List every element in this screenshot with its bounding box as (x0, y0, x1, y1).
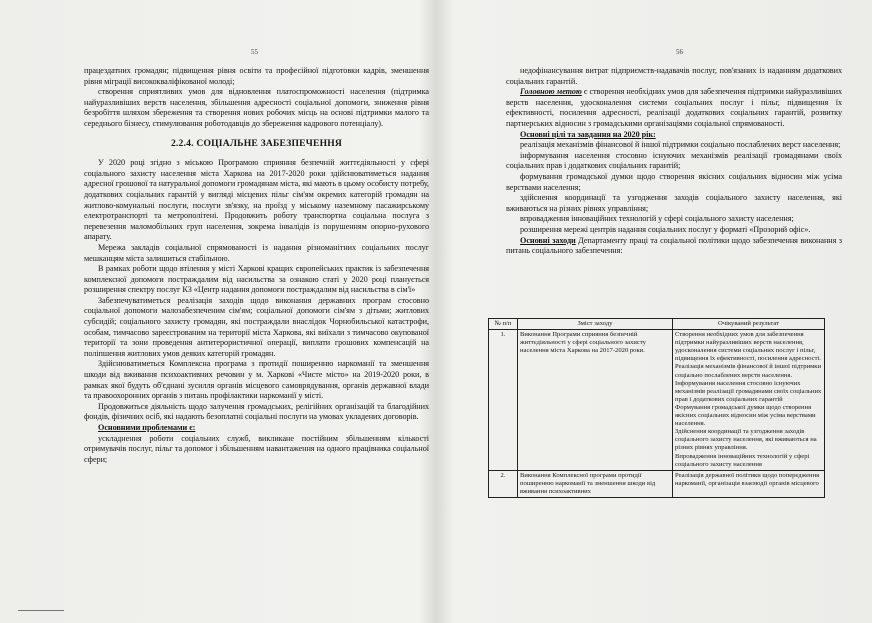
problems-label: Основними проблемами є: (98, 423, 196, 432)
result-item: Здійснення координації та узгодження заходів соціального захисту населення, які вживаються на різних рівнях управління. (675, 428, 817, 452)
paragraph: Продовжиться діяльність щодо залучення громадських, релігійних організацій та благодійних фондів, фізичних осіб, які надають безоплатні соціальні послуги на умовах укладених договорів. (84, 401, 429, 422)
result-item: Створення необхідних умов для забезпечення підтримки найуразливіших верств населення, удосконалення системи соціальних послуг і пільг, підвищення їх ефективності, посилення адресності. (675, 331, 821, 363)
right-page-text (506, 66, 842, 257)
expected-result (673, 330, 825, 471)
measures-label: Основні заходи (520, 235, 576, 245)
column-header: Зміст заходу (518, 319, 673, 330)
result-item: Реалізація механізмів фінансової й іншої підтримки соціально послаблених верств населення. (675, 363, 822, 379)
task-item: інформування населення стосовно існуючих механізмів реалізації громадянами своїх соціальних прав і додаткових соціальних гарантій; (506, 150, 842, 171)
table-row (489, 330, 825, 471)
paragraph: Мережа закладів соціальної спрямованості із надання різноманітних соціальних послуг мешканцям міста залишиться стабільною. (84, 242, 429, 263)
right-page (436, 0, 872, 623)
task-item: впровадження інноваційних технологій у сфері соціального захисту населення; (520, 214, 794, 224)
task-item: формування громадської думки щодо створення якісних соціальних відносин між усіма верствами населення; (506, 171, 842, 192)
paragraph: недофінансування витрат підприємств-надавачів послуг, пов'язаних із наданням додаткових соціальних гарантій. (506, 66, 842, 86)
row-number: 1. (489, 330, 518, 471)
result-item: Інформування населення стосовно існуючих механізмів реалізації громадянами своїх соціальних прав і додаткових соціальних гарантій (675, 379, 822, 403)
task-item: реалізація механізмів фінансової й іншої підтримки соціально послаблених верст населення; (520, 140, 841, 150)
paragraph: Забезпечуватиметься реалізація заходів щодо виконання державних програм стосовно соціальної допомоги малозабезпеченим сім'ям; соціальної допомоги сім'ям з дітьми; житлових субсидій; соціального захисту громадян, які постраждали внаслідок Чорнобильської катастрофи, особам, тимчасово зареєстрованим на території міста Харкова, які виїхали з тимчасово окупованої території та зони проведення антитерористичної операції, виплати грошових компенсацій на поліпшення житлових умов деяких категорій громадян. (84, 295, 429, 358)
goal-label: Головною метою (520, 87, 582, 97)
measure-content: Виконання Комплексної програми протидії поширенню наркоманії та зменшення шкоди від вживання психоактивних (518, 470, 673, 497)
section-heading: 2.2.4. СОЦІАЛЬНЕ ЗАБЕЗПЕЧЕННЯ (170, 137, 343, 149)
row-number: 2. (489, 470, 518, 497)
paragraph: працездатних громадян; підвищення рівня освіти та професійної підготовки кадрів, зменшення рівня міграції висококваліфікованої молоді; (84, 66, 429, 86)
tasks-heading: Основні цілі та завдання на 2020 рік: (520, 129, 656, 139)
left-page-text (84, 66, 429, 465)
result-item: Реалізація державної політики щодо попередження наркоманії, організація взаємодії органів місцевого (675, 471, 820, 487)
goal-text: є створення необхідних умов для забезпечення підтримки найуразливіших верств населення, удосконалення системи соціальних послуг і пільг, підвищення їх ефективності, посилення адресності, реалізації додаткових соціальних гарантій, розвитку партнерських відносин з громадськими організаціями соціальної спрямованості. (506, 87, 842, 128)
measures-table (488, 318, 825, 498)
task-item: здійснення координації та узгодження заходів соціального захисту населення, які вживаються на різних рівнях управління; (506, 193, 842, 213)
page-number: 56 (676, 48, 683, 56)
measure-content: Виконання Програми сприяння безпечній життєдіяльності у сфері соціального захисту населення міста Харкова на 2017-2020 роки. (518, 330, 673, 471)
paragraph: У 2020 році згідно з міською Програмою сприяння безпечній життєдіяльності у сфері соціального захисту населення міста Харкова на 2017-2020 роки здійснюватиметься надання адресної грошової та натуральної допомоги громадянам міста, які мають в цьому особисту потребу, додаткових соціальних гарантій у вигляді місцевих пільг сім'ям окремих категорій громадян на житлово-комунальні послуги, послуги зв'язку, на проїзд у міському наземному пасажирському електротранспорті та метрополітені. Продовжить роботу транспортна соціальна послуга з перевезення маломобільних груп населення, зокрема інвалідів із порушенням опорно-рухового апарату. (84, 158, 429, 242)
table-row (489, 470, 825, 497)
table-header-row (489, 319, 825, 330)
paragraph: В рамках роботи щодо втілення у місті Харкові кращих європейських практик із забезпечення комплексної допомоги постраждалим від насильства за ознакою статі у 2020 році планується розширення спектру послуг КЗ «Центр надання допомоги постраждалим від насильства в сім'ї» (84, 264, 429, 295)
measures-text: Департаменту праці та соціальної політики щодо забезпечення виконання з питань соціального забезпечення: (506, 235, 842, 256)
column-header: № п/п (489, 319, 518, 330)
expected-result (673, 470, 825, 497)
result-item: Впровадження інноваційних технологій у сфері соціального захисту населення (675, 452, 810, 468)
paragraph: створення сприятливих умов для відновлення платоспроможності населення (підтримка найуразливіших верств населення, збільшення адресності соціальної допомоги, зниження рівня безробіття шляхом збереження та створення нових робочих місць на основі підтримки малого та середнього бізнесу, стимулювання роботодавців до збереження кадрового потенціалу). (84, 87, 429, 128)
column-header: Очікуваний результат (673, 319, 825, 330)
page-number: 55 (251, 48, 258, 56)
result-item: Формування громадської думки щодо створення якісних соціальних відносин між усіма верствами населення. (675, 403, 816, 428)
scan-artifact-line (18, 610, 64, 611)
paragraph: ускладнення роботи соціальних служб, викликане постійним збільшенням кількості отримувачів послуг, пільг та допомог і збільшенням навантаження на одного працівника соціальної сфери; (84, 433, 429, 464)
task-item: розширення мережі центрів надання соціальних послуг у форматі «Прозорий офіс». (520, 224, 811, 234)
paragraph: Здійснюватиметься Комплексна програма з протидії поширенню наркоманії та зменшення шкоди від вживання психоактивних речовин у м. Харкові «Чисте місто» на 2019-2020 роки, в рамках якої будуть об'єднані зусилля органів місцевого самоврядування, органів державної влади та правоохоронних органів з питань профілактики наркоманії у місті. (84, 359, 429, 401)
